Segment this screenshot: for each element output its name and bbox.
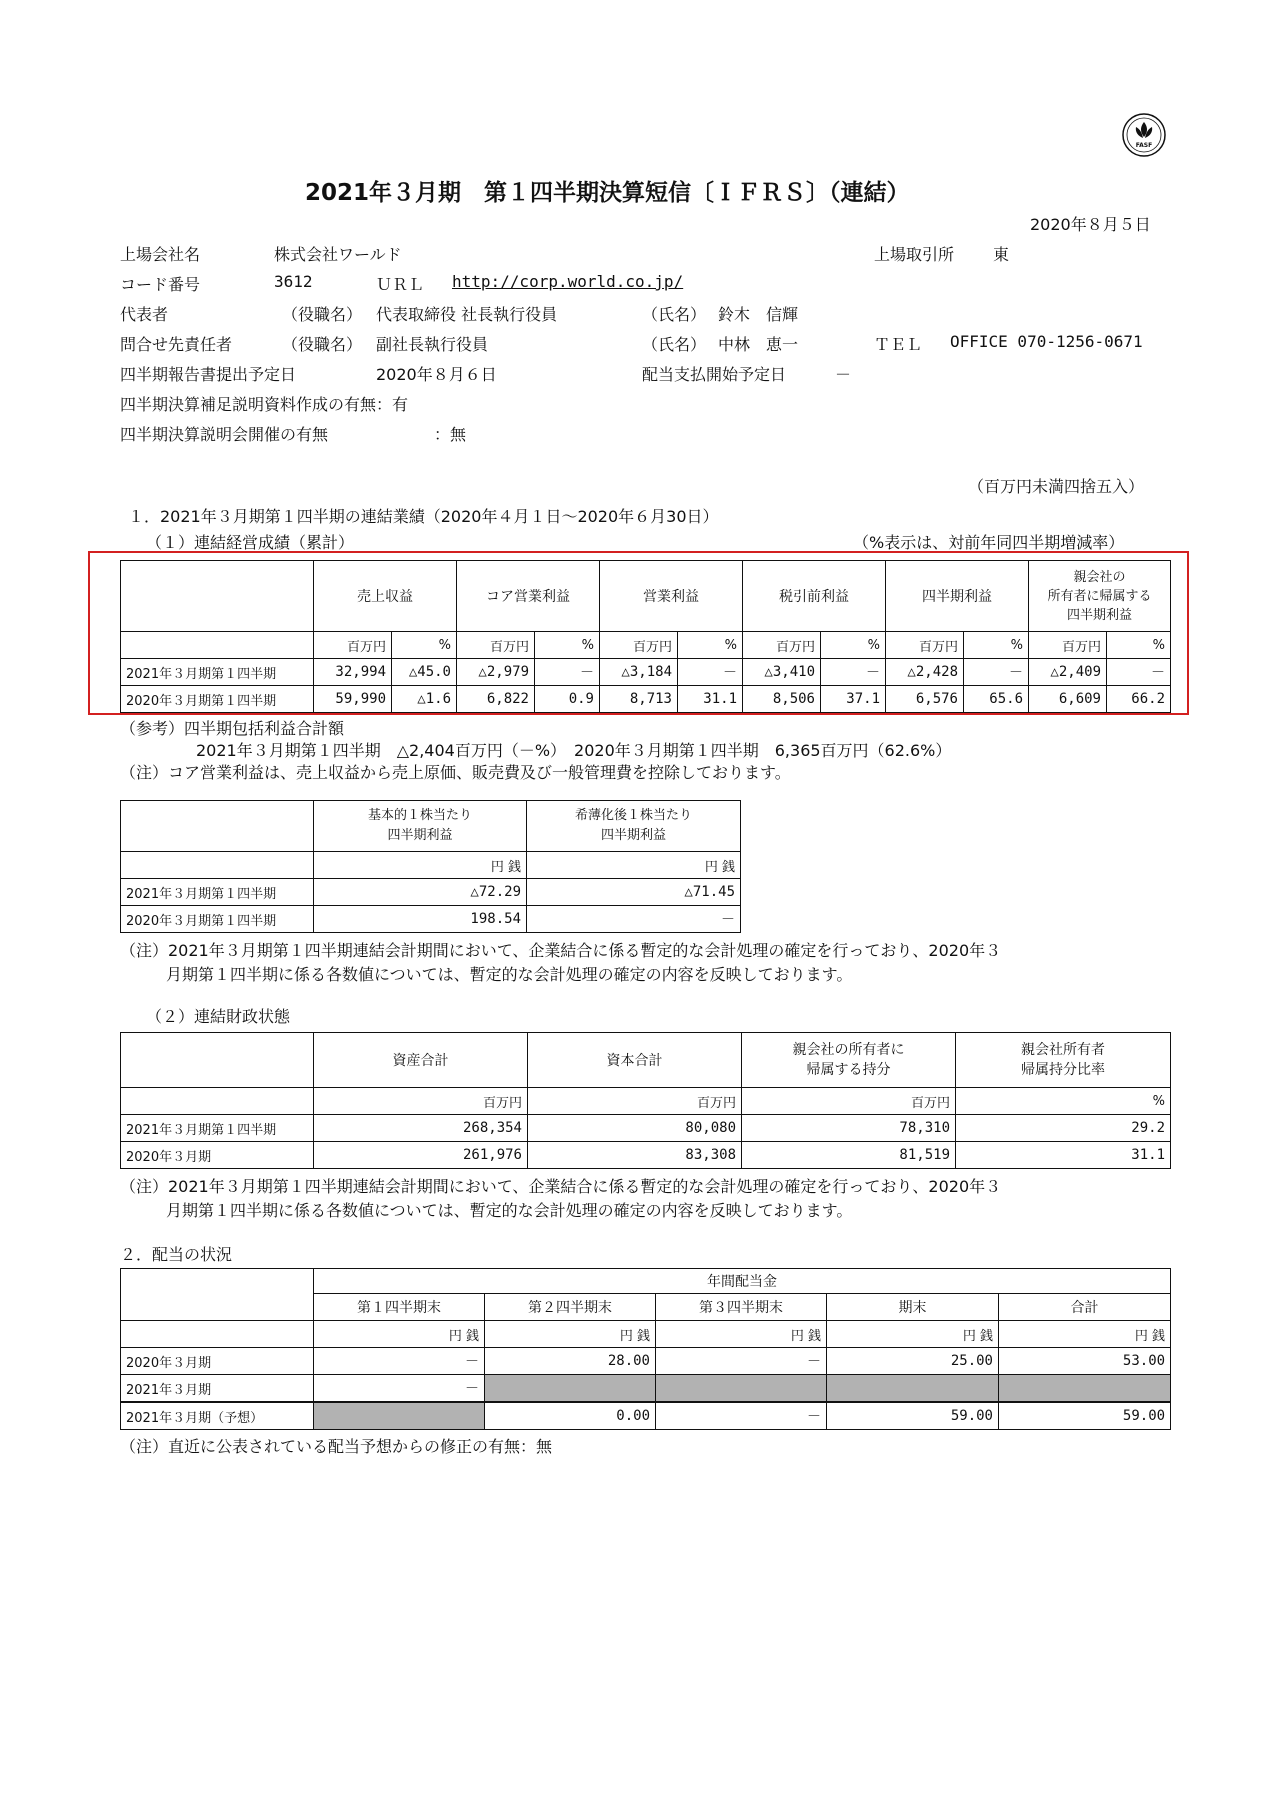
table-row <box>121 1348 1171 1375</box>
unit-cell: % <box>535 632 600 659</box>
results-header-core-op: コア営業利益 <box>457 561 600 632</box>
value-cell: △71.45 <box>527 879 741 906</box>
rep-role-label: （役職名） <box>282 305 363 324</box>
value-cell: 81,519 <box>742 1142 956 1169</box>
document-title: 2021年３月期 第１四半期決算短信〔ＩＦＲＳ〕（連結） <box>305 180 910 206</box>
unit-cell: 百万円 <box>743 632 821 659</box>
value-cell: 66.2 <box>1107 686 1171 713</box>
shaded-cell <box>485 1375 656 1403</box>
value-cell: 6,822 <box>457 686 535 713</box>
row-label: 2020年３月期 <box>121 1142 314 1169</box>
value-cell: 8,506 <box>743 686 821 713</box>
value-cell: △2,428 <box>886 659 964 686</box>
unit-cell: % <box>821 632 886 659</box>
contact-name: 中林 恵一 <box>718 335 799 354</box>
table-row <box>121 879 741 906</box>
div-corner <box>121 1269 314 1321</box>
unit-cell: 百万円 <box>528 1088 742 1115</box>
value-cell: 31.1 <box>956 1142 1171 1169</box>
rep-label: 代表者 <box>120 305 169 324</box>
dividend-start-label: 配当支払開始予定日 <box>642 365 787 384</box>
unit-cell: 円 銭 <box>827 1321 999 1348</box>
code-value: 3612 <box>274 272 313 291</box>
exchange-value: 東 <box>993 245 1010 264</box>
dividend-start-value: － <box>835 365 852 384</box>
value-cell: 268,354 <box>314 1115 528 1142</box>
value-cell: 6,609 <box>1029 686 1107 713</box>
code-label: コード番号 <box>120 275 201 294</box>
table-row <box>121 1115 1171 1142</box>
unit-cell: 円 銭 <box>485 1321 656 1348</box>
value-cell: 261,976 <box>314 1142 528 1169</box>
results-header-op: 営業利益 <box>600 561 743 632</box>
row-label: 2020年３月期第１四半期 <box>121 686 314 713</box>
value-cell: △72.29 <box>314 879 527 906</box>
unit-cell: % <box>956 1088 1171 1115</box>
supplement-label: 四半期決算補足説明資料作成の有無：有 <box>120 395 409 414</box>
results-header-revenue: 売上収益 <box>314 561 457 632</box>
results-header-owners: 親会社の 所有者に帰属する 四半期利益 <box>1029 561 1171 632</box>
ref-label: （参考）四半期包括利益合計額 <box>120 719 345 738</box>
eps-unit-label <box>121 852 314 879</box>
value-cell: △2,409 <box>1029 659 1107 686</box>
unit-cell: 百万円 <box>314 632 392 659</box>
ref-line: 2021年３月期第１四半期 △2,404百万円（－%） 2020年３月期第１四半期 6,365百万円（62.6%） <box>196 741 952 760</box>
fasf-logo-icon <box>1121 112 1167 158</box>
section1-sub1-note: （%表示は、対前年同四半期増減率） <box>853 533 1125 552</box>
shaded-cell <box>827 1375 999 1403</box>
tel-value: OFFICE 070-1256-0671 <box>950 332 1143 351</box>
unit-cell: 百万円 <box>314 1088 528 1115</box>
note-fin-line1: （注）2021年３月期第１四半期連結会計期間において、企業結合に係る暫定的な会計処理の確定を行っており、2020年３ <box>120 1177 1002 1196</box>
table-row <box>121 906 741 933</box>
unit-cell: 円 銭 <box>656 1321 827 1348</box>
unit-cell: 百万円 <box>600 632 678 659</box>
value-cell: － <box>1107 659 1171 686</box>
shaded-cell <box>999 1375 1171 1403</box>
url-label: ＵＲＬ <box>376 275 425 294</box>
value-cell: △3,184 <box>600 659 678 686</box>
eps-table <box>120 800 741 933</box>
report-date: 2020年８月６日 <box>376 365 497 384</box>
unit-cell: 円 銭 <box>999 1321 1171 1348</box>
value-cell: 80,080 <box>528 1115 742 1142</box>
value-cell: － <box>821 659 886 686</box>
table-row <box>121 1142 1171 1169</box>
row-label: 2020年３月期第１四半期 <box>121 906 314 933</box>
value-cell: － <box>656 1402 827 1430</box>
note-eps-line2: 月期第１四半期に係る各数値については、暫定的な会計処理の確定の内容を反映しております。 <box>166 965 853 984</box>
value-cell: － <box>527 906 741 933</box>
value-cell: 53.00 <box>999 1348 1171 1375</box>
fin-header-equity: 資本合計 <box>528 1033 742 1088</box>
shaded-cell <box>314 1402 485 1430</box>
contact-label: 問合せ先責任者 <box>120 335 233 354</box>
briefing-label: 四半期決算説明会開催の有無 <box>120 425 329 444</box>
row-label: 2021年３月期 <box>121 1375 314 1403</box>
tel-label: ＴＥＬ <box>874 335 923 354</box>
section1-sub1: （１）連結経営成績（累計） <box>146 533 355 552</box>
value-cell: － <box>314 1348 485 1375</box>
value-cell: 32,994 <box>314 659 392 686</box>
value-cell: △3,410 <box>743 659 821 686</box>
fin-corner <box>121 1033 314 1088</box>
value-cell: 31.1 <box>678 686 743 713</box>
div-header-total: 合計 <box>999 1294 1171 1321</box>
value-cell: △2,979 <box>457 659 535 686</box>
value-cell: 6,576 <box>886 686 964 713</box>
logo-text: FASF <box>1135 142 1153 149</box>
div-header-year-end: 期末 <box>827 1294 999 1321</box>
rep-role: 代表取締役 社長執行役員 <box>376 305 558 324</box>
unit-cell: 百万円 <box>886 632 964 659</box>
value-cell: 25.00 <box>827 1348 999 1375</box>
unit-cell: % <box>964 632 1029 659</box>
unit-cell: 百万円 <box>742 1088 956 1115</box>
value-cell: － <box>678 659 743 686</box>
company-name-label: 上場会社名 <box>120 245 201 264</box>
results-header-pretax: 税引前利益 <box>743 561 886 632</box>
rounding-note: （百万円未満四捨五入） <box>968 477 1145 496</box>
unit-cell: % <box>1107 632 1171 659</box>
row-label: 2020年３月期 <box>121 1348 314 1375</box>
value-cell: △45.0 <box>392 659 457 686</box>
section1-sub2: （２）連結財政状態 <box>146 1007 291 1026</box>
rep-name: 鈴木 信輝 <box>718 305 799 324</box>
contact-role: 副社長執行役員 <box>376 335 489 354</box>
fin-header-owners-equity: 親会社の所有者に 帰属する持分 <box>742 1033 956 1088</box>
fin-unit-label <box>121 1088 314 1115</box>
div-unit-label <box>121 1321 314 1348</box>
note-eps-line1: （注）2021年３月期第１四半期連結会計期間において、企業結合に係る暫定的な会計処理の確定を行っており、2020年３ <box>120 941 1002 960</box>
value-cell: 59,990 <box>314 686 392 713</box>
eps-header-diluted: 希薄化後１株当たり 四半期利益 <box>527 801 741 852</box>
fin-header-ratio: 親会社所有者 帰属持分比率 <box>956 1033 1171 1088</box>
value-cell: 198.54 <box>314 906 527 933</box>
value-cell: 59.00 <box>999 1402 1171 1430</box>
value-cell: － <box>964 659 1029 686</box>
section2-title: ２．配当の状況 <box>120 1245 233 1264</box>
company-name: 株式会社ワールド <box>274 245 402 264</box>
unit-cell: 円 銭 <box>314 1321 485 1348</box>
value-cell: － <box>535 659 600 686</box>
value-cell: － <box>314 1375 485 1403</box>
financial-position-table <box>120 1032 1171 1169</box>
contact-name-label: （氏名） <box>642 335 707 354</box>
company-url-link[interactable]: http://corp.world.co.jp/ <box>452 272 684 291</box>
unit-cell: % <box>392 632 457 659</box>
unit-cell: 百万円 <box>1029 632 1107 659</box>
value-cell: 59.00 <box>827 1402 999 1430</box>
div-header-q2: 第２四半期末 <box>485 1294 656 1321</box>
report-label: 四半期報告書提出予定日 <box>120 365 297 384</box>
shaded-cell <box>656 1375 827 1403</box>
value-cell: 0.00 <box>485 1402 656 1430</box>
dividend-table <box>120 1268 1171 1430</box>
table-row <box>121 1375 1171 1403</box>
row-label: 2021年３月期第１四半期 <box>121 1115 314 1142</box>
div-header-q1: 第１四半期末 <box>314 1294 485 1321</box>
value-cell: 65.6 <box>964 686 1029 713</box>
unit-cell: 円 銭 <box>314 852 527 879</box>
unit-cell: 円 銭 <box>527 852 741 879</box>
highlight-box <box>88 551 1189 715</box>
row-label: 2021年３月期第１四半期 <box>121 659 314 686</box>
value-cell: 8,713 <box>600 686 678 713</box>
eps-corner <box>121 801 314 852</box>
rep-name-label: （氏名） <box>642 305 707 324</box>
contact-role-label: （役職名） <box>282 335 363 354</box>
value-cell: 83,308 <box>528 1142 742 1169</box>
briefing-value: ：無 <box>434 425 467 444</box>
value-cell: 78,310 <box>742 1115 956 1142</box>
value-cell: 28.00 <box>485 1348 656 1375</box>
value-cell: － <box>656 1348 827 1375</box>
note-fin-line2: 月期第１四半期に係る各数値については、暫定的な会計処理の確定の内容を反映しております。 <box>166 1201 853 1220</box>
div-header-q3: 第３四半期末 <box>656 1294 827 1321</box>
div-group-header: 年間配当金 <box>314 1269 1171 1294</box>
table-row <box>121 1402 1171 1430</box>
results-header-quarter: 四半期利益 <box>886 561 1029 632</box>
document-date: 2020年８月５日 <box>1030 215 1151 234</box>
value-cell: △1.6 <box>392 686 457 713</box>
row-label: 2021年３月期（予想） <box>121 1402 314 1430</box>
exchange-label: 上場取引所 <box>874 245 955 264</box>
section1-title: １．2021年３月期第１四半期の連結業績（2020年４月１日～2020年６月30日） <box>128 507 719 526</box>
note-core: （注）コア営業利益は、売上収益から売上原価、販売費及び一般管理費を控除しております。 <box>120 763 791 782</box>
value-cell: 29.2 <box>956 1115 1171 1142</box>
note-dividend: （注）直近に公表されている配当予想からの修正の有無：無 <box>120 1437 553 1456</box>
eps-header-basic: 基本的１株当たり 四半期利益 <box>314 801 527 852</box>
fin-header-assets: 資産合計 <box>314 1033 528 1088</box>
unit-cell: 百万円 <box>457 632 535 659</box>
unit-cell: % <box>678 632 743 659</box>
row-label: 2021年３月期第１四半期 <box>121 879 314 906</box>
value-cell: 37.1 <box>821 686 886 713</box>
value-cell: 0.9 <box>535 686 600 713</box>
